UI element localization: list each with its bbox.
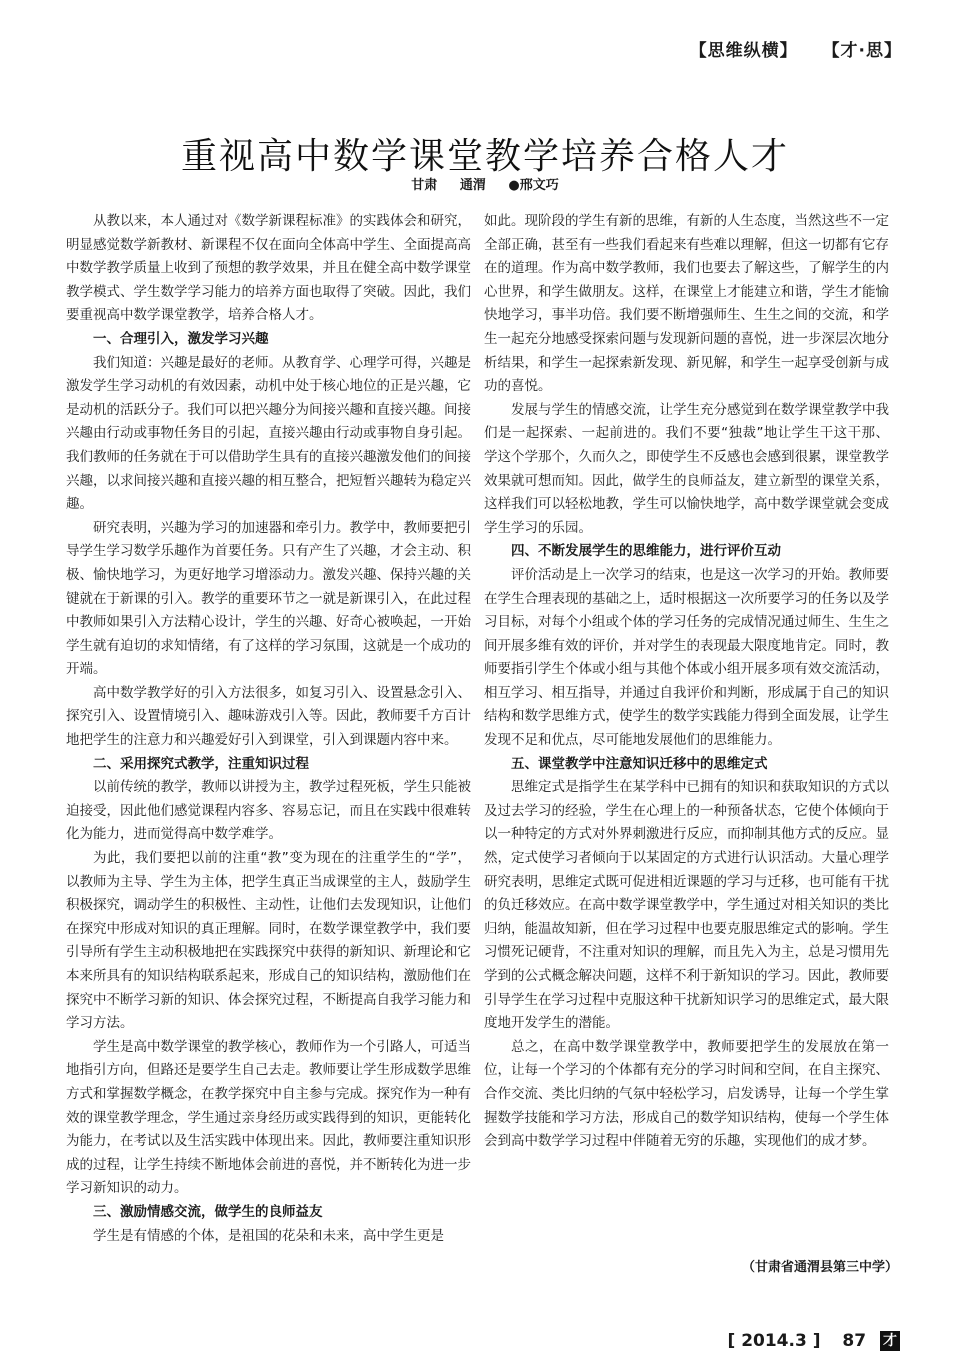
body-paragraph: 从教以来，本人通过对《数学新课程标准》的实践体会和研究，明显感觉数学新教材、新课程不仅在面向全体高中学生、全面提高高中数学教学质量上收到了预想的教学效果，并且在健全高中数学课堂教学模式、学生数学学习能力的培养方面也取得了突破。因此，我们要重视高中数学课堂教学，培养合格人才。	[66, 213, 471, 324]
body-paragraph: 学生是高中数学课堂的教学核心，教师作为一个引路人，可适当地指引方向，但路还是要学生自己去走。教师要让学生形成数学思维方式和掌握数学概念，在教学探究中自主参与完成。探究作为一种有效的课堂教学理念，学生通过亲身经历或实践得到的知识，更能转化为能力，在考试以及生活实践中体现出来。因此，教师要注重知识形成的过程，让学生持续不断地体会前进的喜悦，并不断转化为进一步学习新知识的动力。	[66, 1038, 471, 1197]
byline	[0, 174, 970, 193]
section-heading: 一、合理引入，激发学习兴趣	[93, 330, 269, 347]
section-heading: 三、激励情感交流，做学生的良师益友	[93, 1203, 323, 1220]
body-paragraph: 如此。现阶段的学生有新的思维，有新的人生态度，当然这些不一定全部正确，甚至有一些我们看起来有些难以理解，但这一切都有它存在的道理。作为高中数学教师，我们也要去了解这些，了解学生的内心世界，和学生做朋友。这样，在课堂上才能建立和谐，学生才能愉快地学习，事半功倍。我们要不断增强师生、生生之间的交流，和学生一起充分地感受探索问题与发现新问题的喜悦，进一步深层次地分析结果，和学生一起探索新发现、新见解，和学生一起享受创新与成功的喜悦。	[484, 213, 889, 395]
body-paragraph: 研究表明，兴趣为学习的加速器和牵引力。教学中，教师要把引导学生学习数学乐趣作为首要任务。只有产生了兴趣，才会主动、积极、愉快地学习，为更好地学习增添动力。激发兴趣、保持兴趣的关键就在于新课的引入。教学的重要环节之一就是新课引入，在此过程中教师如果引入方法精心设计，学生的兴趣、好奇心被唤起，一开始学生就有迫切的求知情绪，有了这样的学习氛围，这就是一个成功的开端。	[66, 519, 471, 678]
section-heading: 五、课堂教学中注意知识迁移中的思维定式	[511, 755, 768, 772]
column-tag: 【思维纵横】	[689, 41, 798, 61]
magazine-logo-icon: 才	[880, 1331, 900, 1351]
body-paragraph: 以前传统的教学，教师以讲授为主，教学过程死板，学生只能被迫接受，因此他们感觉课程内容多、容易忘记，而且在实践中很难转化为能力，进而觉得高中数学难学。	[66, 779, 471, 843]
section-heading: 二、采用探究式教学，注重知识过程	[93, 755, 309, 772]
left-column	[66, 210, 471, 1248]
page-number: 87	[842, 1331, 867, 1351]
author-name: ●邢文巧	[508, 178, 559, 193]
right-column	[484, 210, 889, 1154]
author-province: 甘肃	[411, 178, 438, 193]
body-paragraph: 高中数学教学好的引入方法很多，如复习引入、设置悬念引入、探究引入、设置情境引入、趣味游戏引入等。因此，教师要千方百计地把学生的注意力和兴趣爱好引入到课堂，引入到课题内容中来。	[66, 684, 471, 749]
body-paragraph: 我们知道：兴趣是最好的老师。从教育学、心理学可得，兴趣是激发学生学习动机的有效因素，动机中处于核心地位的正是兴趣，它是动机的活跃分子。我们可以把兴趣分为间接兴趣和直接兴趣。间接兴趣由行动或事物任务目的引起，直接兴趣由行动或事物自身引起。我们教师的任务就在于可以借助学生具有的直接兴趣激发他们的间接兴趣，以求间接兴趣和直接兴趣的相互整合，把短暂兴趣转为稳定兴趣。	[66, 354, 471, 513]
author-county: 通渭	[459, 178, 486, 193]
body-paragraph: 学生是有情感的个体，是祖国的花朵和未来，高中学生更是	[93, 1227, 444, 1244]
page-header	[672, 36, 902, 61]
body-paragraph: 思维定式是指学生在某学科中已拥有的知识和获取知识的方式以及过去学习的经验，学生在心理上的一种预备状态，它使个体倾向于以一种特定的方式对外界刺激进行反应，而抑制其他方式的反应。显然，定式使学习者倾向于以某固定的方式进行认识活动。大量心理学研究表明，思维定式既可促进相近课题的学习与迁移，也可能有干扰的负迁移效应。在高中数学课堂教学中，学生通过对相关知识的类比归纳，能温故知新，但在学习过程中也要克服思维定式的影响。学生习惯死记硬背，不注重对知识的理解，而且先入为主，总是习惯用先学到的公式概念解决问题，这样不利于新知识的学习。因此，教师要引导学生在学习过程中克服这种干扰新知识学习的思维定式，最大限度地开发学生的潜能。	[484, 779, 889, 1032]
body-paragraph: 评价活动是上一次学习的结束，也是这一次学习的开始。教师要在学生合理表现的基础之上，适时根据这一次所要学习的任务以及学习目标，对每个小组或个体的学习任务的完成情况通过师生、生生之间开展多维有效的评价，并对学生的表现最大限度地肯定。同时，教师要指引学生个体或小组与其他个体或小组开展多项有效交流活动，相互学习、相互指导，并通过自我评价和判断，形成属于自己的知识结构和数学思维方式，使学生的数学实践能力得到全面发展，让学生发现不足和优点，尽可能地发展他们的思维能力。	[484, 566, 889, 749]
author-affiliation: （甘肃省通渭县第三中学）	[741, 1260, 898, 1275]
body-paragraph: 总之，在高中数学课堂教学中，教师要把学生的发展放在第一位，让每一个学习的个体都有充分的学习时间和空间，在自主探究、合作交流、类比归纳的气氛中轻松学习，启发诱导，让每一个学生掌握数学技能和学习方法，形成自己的数学知识结构，使每一个学生体会到高中数学学习过程中伴随着无穷的乐趣，实现他们的成才梦。	[484, 1038, 889, 1150]
page-footer	[728, 1331, 901, 1351]
section-tag: 【才·思】	[822, 41, 902, 61]
body-paragraph: 为此，我们要把以前的注重“教”变为现在的注重学生的“学”，以教师为主导、学生为主体，把学生真正当成课堂的主人，鼓励学生积极探究，调动学生的积极性、主动性，让他们去发现知识，让他们在探究中形成对知识的真正理解。同时，在数学课堂教学中，我们要引导所有学生主动积极地把在实践探究中获得的新知识、新理论和它本来所具有的知识结构联系起来，形成自己的知识结构，激励他们在探究中不断学习新的知识、体会探究过程，不断提高自我学习能力和学习方法。	[66, 850, 471, 1032]
body-paragraph: 发展与学生的情感交流，让学生充分感觉到在数学课堂教学中我们是一起探索、一起前进的。我们不要“独裁”地让学生干这干那、学这个学那个，久而久之，即使学生不反感也会感到很累，课堂教学效果就可想而知。因此，做学生的良师益友，建立新型的课堂关系，这样我们可以轻松地教，学生可以愉快地学，高中数学课堂就会变成学生学习的乐园。	[484, 401, 889, 536]
article-title: 重视高中数学课堂教学培养合格人才	[180, 136, 789, 178]
section-heading: 四、不断发展学生的思维能力，进行评价互动	[511, 543, 781, 560]
issue-number: [ 2014.3 ]	[727, 1331, 821, 1351]
